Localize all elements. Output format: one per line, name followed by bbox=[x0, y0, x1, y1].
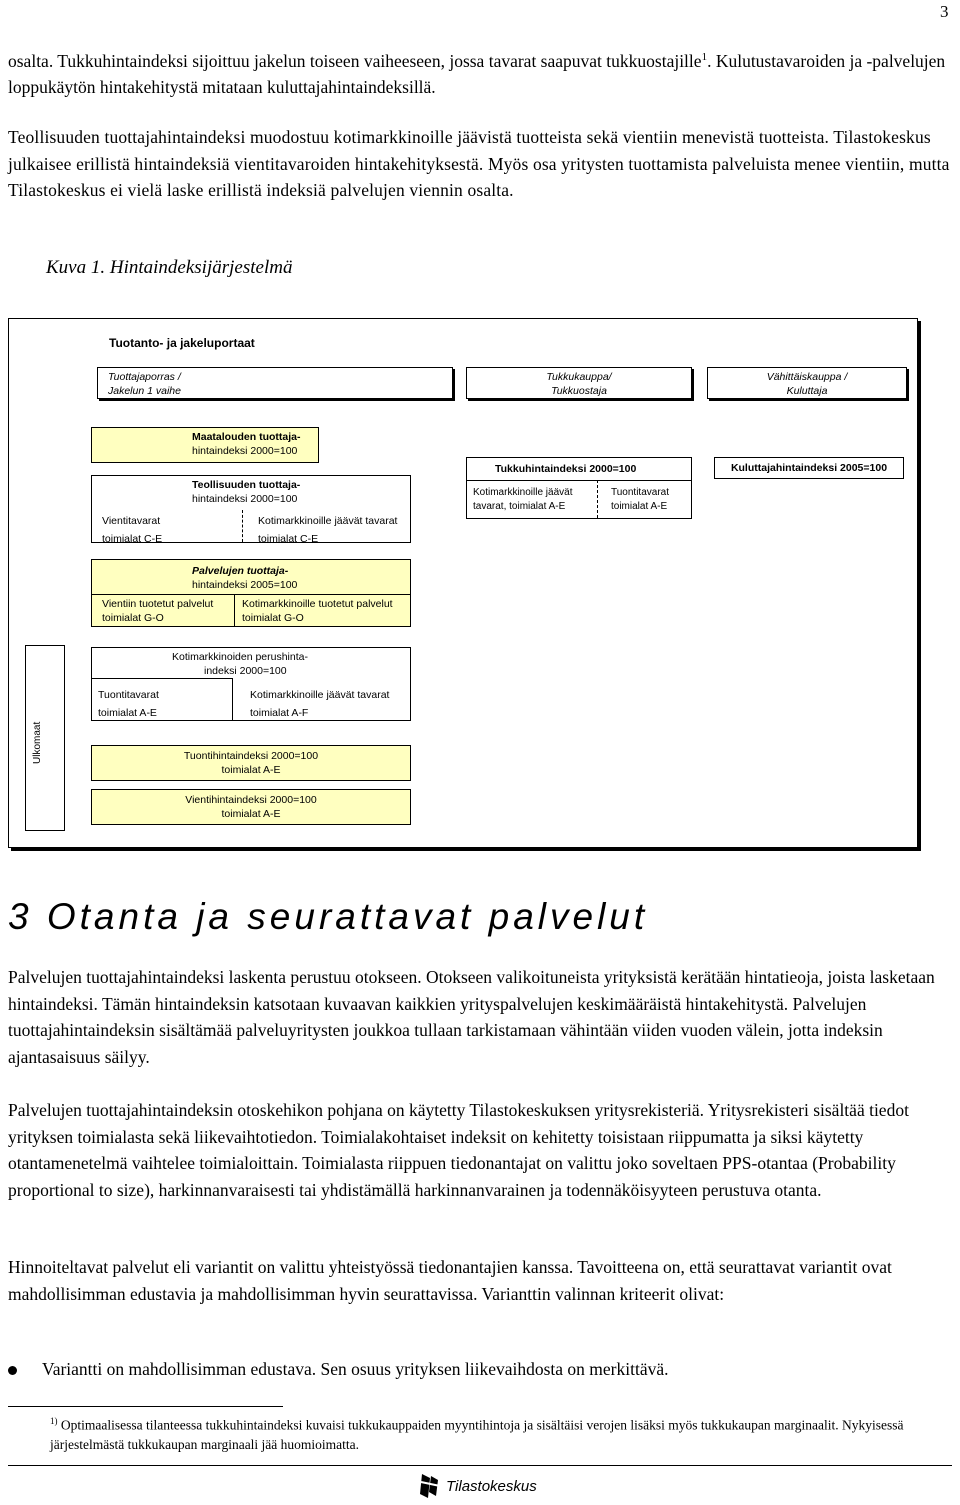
header-producer-stage: Tuottajaporras / Jakelun 1 vaihe bbox=[97, 367, 453, 399]
export-goods-label: Vientitavarat toimialat C-E bbox=[102, 515, 163, 545]
bullet-dot-icon bbox=[8, 1366, 17, 1375]
agricultural-producer-price-index-box: Maatalouden tuottaja- hintaindeksi 2000=100 bbox=[91, 427, 319, 463]
bullet-item: Variantti on mahdollisimman edustava. Sen osuus yrityksen liikevaihdosta on merkittävä. bbox=[42, 1359, 669, 1379]
basic-import-goods-label: Tuontitavarat toimialat A-E bbox=[98, 689, 159, 719]
footer-divider bbox=[8, 1465, 952, 1466]
section-paragraph-2: Palvelujen tuottajahintaindeksin otoskehikon pohjana on käytetty Tilastokeskuksen yritysrekisteriä. Yritysrekisteri sisältää tiedot yrityksen toimialasta sekä liikevaihtotiedon. Toimialakohtaiset indeksit on kehitetty toisistaan riippumatta ja siksi käytetty otantamenetelmä vaihtelee toimialoittain. Toimialasta riippuen tiedonantajat on valittu joko soveltaen PPS-otantaa (Probability proportional to size), harkinnanvaraisesti tai yhdistämällä harkinnanvarainen ja todennäköisyyteen perustuva otanta. bbox=[8, 1100, 909, 1200]
section-heading: 3 Otanta ja seurattavat palvelut bbox=[8, 896, 649, 937]
tilastokeskus-logo-icon bbox=[418, 1472, 442, 1500]
header-retail-stage: Vähittäiskauppa / Kuluttaja bbox=[707, 367, 907, 399]
export-price-index-box: Vientihintaindeksi 2000=100 toimialat A-E bbox=[91, 789, 411, 825]
price-index-system-diagram bbox=[8, 318, 918, 848]
footnote: $^{1)}$ Optimaalisessa tilanteessa tukkuhintaindeksi kuvaisi tukkukauppaiden myyntihintoja ja sisältäisi verojen lisäksi myös tukkukaupan marginaalit. Nykyisessä järjestelmästä tukkukaupan marginaali jää huomioimatta. bbox=[50, 1416, 904, 1452]
wholesale-price-index-box: Tukkuhintaindeksi 2000=100 Kotimarkkinoille jäävät tavarat, toimialat A-E Tuontitavarat toimialat A-E bbox=[466, 457, 692, 519]
diagram-title: Tuotanto- ja jakeluportaat bbox=[109, 336, 255, 350]
wholesale-import-goods-label: Tuontitavarat toimialat A-E bbox=[611, 487, 669, 512]
section-paragraph-3: Hinnoiteltavat palvelut eli variantit on valittu yhteistyössä tiedonantajien kanssa. Tavoitteena on, että seurattavat variantit ovat mahdollisimman edustavia ja mahdollisimman hyvin seurattavissa. Varianttin valinnan kriteerit olivat: bbox=[8, 1257, 892, 1304]
wholesale-domestic-goods-label: Kotimarkkinoille jäävät tavarat, toimialat A-E bbox=[473, 487, 573, 512]
consumer-price-index-box: Kuluttajahintaindeksi 2005=100 bbox=[714, 457, 904, 479]
intro-paragraph-1: osalta. Tukkuhintaindeksi sijoittuu jakelun toiseen vaiheeseen, jossa tavarat saapuvat tukkuostajille$^1$. Kulutustavaroiden ja -palvelujen loppukäytön hintakehitystä mitataan kuluttajahintaindeksillä. bbox=[8, 50, 946, 98]
export-services-label: Vientiin tuotetut palvelut toimialat G-O bbox=[102, 598, 214, 624]
header-wholesale-stage: Tukkukauppa/ Tukkuostaja bbox=[466, 367, 692, 399]
abroad-box: Ulkomaat bbox=[25, 645, 65, 831]
section-paragraph-1: Palvelujen tuottajahintaindeksi laskenta perustuu otokseen. Otokseen valikoituneista yrityksistä kerätään hintatieoja, joista lasketaan hintaindeksi. Tämän hintaindeksin katsotaan kuvaavan kaikkien yrityspalvelujen keskimääräistä hintakehitystä. Palvelujen tuottajahintaindeksin sisältämää palveluyritysten joukkoa tullaan tarkistamaan vähintään viiden vuoden välein, jotta indeksin ajantasaisuus säilyy. bbox=[8, 967, 935, 1067]
figure-caption: Kuva 1. Hintaindeksijärjestelmä bbox=[46, 257, 293, 278]
industrial-producer-price-index-box: Teollisuuden tuottaja- hintaindeksi 2000=100 Vientitavarat toimialat C-E Kotimarkkinoille jäävät tavarat toimialat C-E bbox=[91, 475, 411, 543]
basic-domestic-goods-label: Kotimarkkinoille jäävät tavarat toimialat A-F bbox=[250, 689, 390, 719]
domestic-services-label: Kotimarkkinoille tuotetut palvelut toimialat G-O bbox=[242, 598, 393, 624]
page-number: 3 bbox=[940, 2, 949, 21]
intro-paragraph-2: Teollisuuden tuottajahintaindeksi muodostuu kotimarkkinoille jäävistä tuotteista sekä vientiin menevistä tuotteista. Tilastokeskus julkaisee erillistä hintaindeksiä vientitavaroiden hintakehityksestä. Myös osa yritysten tuottamista palveluista menee vientiin, mutta Tilastokeskus ei vielä laske erillistä indeksiä palvelujen viennin osalta. bbox=[8, 127, 950, 200]
footnote-divider bbox=[8, 1406, 283, 1407]
services-producer-price-index-box: Palvelujen tuottaja- hintaindeksi 2005=100 Vientiin tuotetut palvelut toimialat G-O Kotimarkkinoille tuotetut palvelut toimialat G-O bbox=[91, 559, 411, 627]
import-price-index-box: Tuontihintaindeksi 2000=100 toimialat A-E bbox=[91, 745, 411, 781]
footer-logo-text: Tilastokeskus bbox=[446, 1478, 537, 1495]
basic-price-index-box: Kotimarkkinoiden perushinta- indeksi 2000=100 Tuontitavarat toimialat A-E Kotimarkkinoille jäävät tavarat toimialat A-F bbox=[91, 647, 411, 721]
domestic-goods-label: Kotimarkkinoille jäävät tavarat toimialat C-E bbox=[258, 515, 398, 545]
